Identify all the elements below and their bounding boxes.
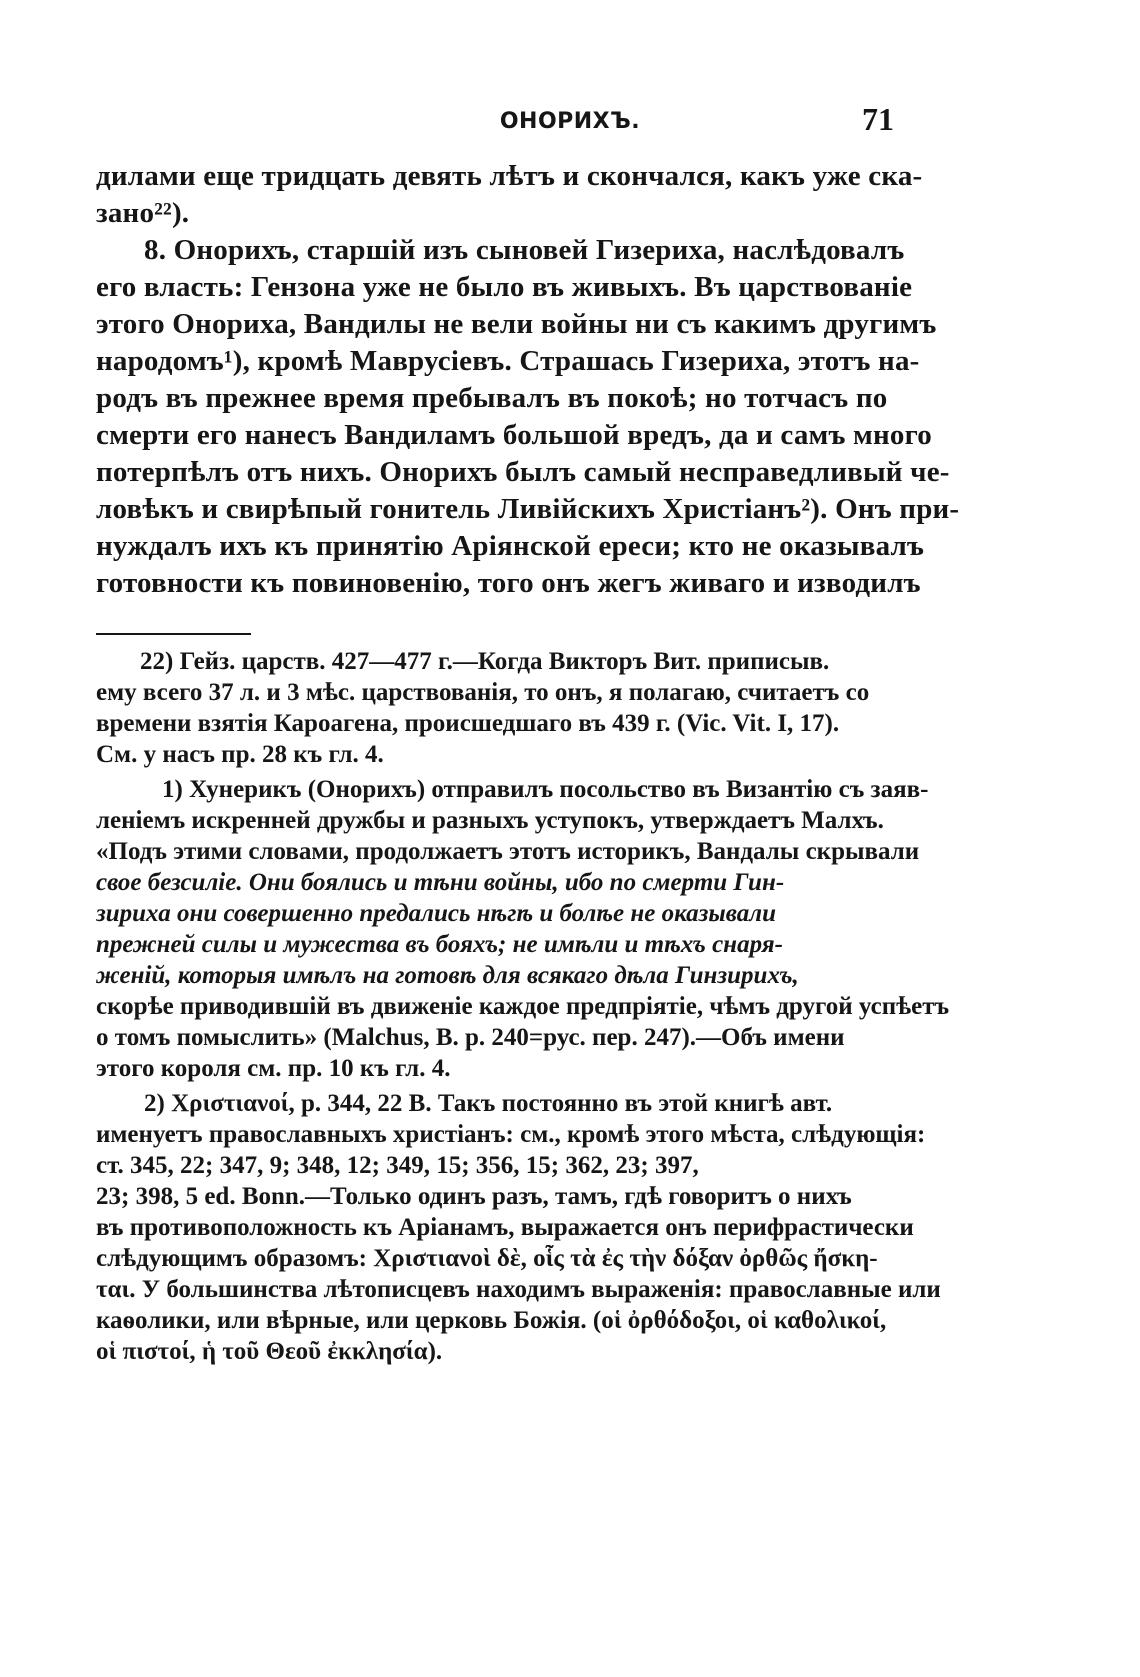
footnote-2-line: каѳолики, или вѣрные, или церковь Божія. (οἱ ὀρθόδοξοι, οἱ καθολικοί, [96,1307,887,1334]
footnote-2-line: именуетъ православныхъ христіанъ: см., кромѣ этого мѣста, слѣдующія: [96,1121,926,1148]
main-text-line: нуждалъ ихъ къ принятію Аріянской ереси; кто не оказывалъ [96,530,925,562]
footnote-1-line: «Подъ этими словами, продолжаетъ этотъ историкъ, Вандалы скрывали [96,838,920,865]
main-text-line: народомъ¹), кромѣ Маврусіевъ. Страшась Гизериха, этотъ на- [96,345,920,377]
footnote-2-line: 2) Χριστιανοί, p. 344, 22 B. Такъ постоянно въ этой книгѣ авт. [144,1090,833,1117]
running-title: ОНОРИХЪ. [499,109,641,134]
footnote-1-line: 1) Хунерикъ (Онорихъ) отправилъ посольство въ Византію съ заяв- [162,776,929,803]
footnote-22-line: 22) Гейз. царств. 427—477 г.—Когда Викторъ Вит. приписыв. [140,648,830,675]
main-text-line: смерти его нанесъ Вандиламъ большой вредъ, да и самъ много [96,419,932,451]
footnote-2-line: слѣдующимъ образомъ: Χριστιανοὶ δὲ, οἷς τὰ ἐς τὴν δόξαν ὀρθῶς ἤσκη- [96,1245,878,1272]
footnote-2-line: οἱ πιστοί, ἡ τοῦ Θεοῦ ἐκκλησία). [96,1338,443,1365]
main-text-line: этого Онориха, Вандилы не вели войны ни съ какимъ другимъ [96,308,937,340]
footnote-1-line: свое безсиліе. Они боялись и тѣни войны, ибо по смерти Гин- [96,869,785,896]
footnote-22-line: См. у насъ пр. 28 къ гл. 4. [96,741,384,768]
footnote-2-line: ст. 345, 22; 347, 9; 348, 12; 349, 15; 356, 15; 362, 23; 397, [96,1152,699,1179]
footnote-2-line: ται. У большинства лѣтописцевъ находимъ выраженія: православные или [96,1276,941,1303]
footnote-22-line: ему всего 37 л. и 3 мѣс. царствованія, то онъ, я полагаю, считаетъ со [96,679,870,706]
footnote-1-line: женій, которыя имѣлъ на готовѣ для всякаго дѣла Гинзирихъ, [96,962,799,989]
main-text-line: зано²²). [96,197,190,229]
page-number: 71 [862,101,894,137]
paragraph-8-start: 8. Онорихъ, старшій изъ сыновей Гизериха, наслѣдовалъ [144,234,905,266]
main-text-line: родъ въ прежнее время пребывалъ въ покоѣ; но тотчасъ по [96,382,888,414]
main-text-line: готовности къ повиновенію, того онъ жегъ живаго и изводилъ [96,567,921,599]
footnote-2-line: 23; 398, 5 ed. Bonn.—Только одинъ разъ, тамъ, гдѣ говоритъ о нихъ [96,1183,852,1210]
footnote-1-line: леніемъ искренней дружбы и разныхъ уступокъ, утверждаетъ Малхъ. [96,807,884,834]
footnote-separator-rule [96,633,251,635]
main-text-line: потерпѣлъ отъ нихъ. Онорихъ былъ самый несправедливый че- [96,456,950,488]
footnote-1-line: этого короля см. пр. 10 къ гл. 4. [96,1055,451,1082]
main-text-line: его власть: Гензона уже не было въ живыхъ. Въ царствованіе [96,271,913,303]
footnote-1-line: прежней силы и мужества въ бояхъ; не имѣли и тѣхъ снаря- [96,931,783,958]
footnote-1-line: зириха они совершенно предались нѣгѣ и болѣе не оказывали [96,900,777,927]
footnote-22-line: времени взятія Кароагена, происшедшаго въ 439 г. (Vic. Vit. I, 17). [96,710,840,737]
main-text-line: дилами еще тридцать девять лѣтъ и скончался, какъ уже ска- [96,160,923,192]
main-text-line: ловѣкъ и свирѣпый гонитель Ливійскихъ Христіанъ²). Онъ при- [96,493,960,525]
footnote-1-line: скорѣе приводившій въ движеніе каждое предпріятіе, чѣмъ другой успѣетъ [96,993,950,1020]
footnote-2-line: въ противоположность къ Аріанамъ, выражается онъ перифрастически [96,1214,914,1241]
footnote-1-line: о томъ помыслить» (Malchus, B. p. 240=рус. пер. 247).—Объ имени [96,1024,845,1051]
